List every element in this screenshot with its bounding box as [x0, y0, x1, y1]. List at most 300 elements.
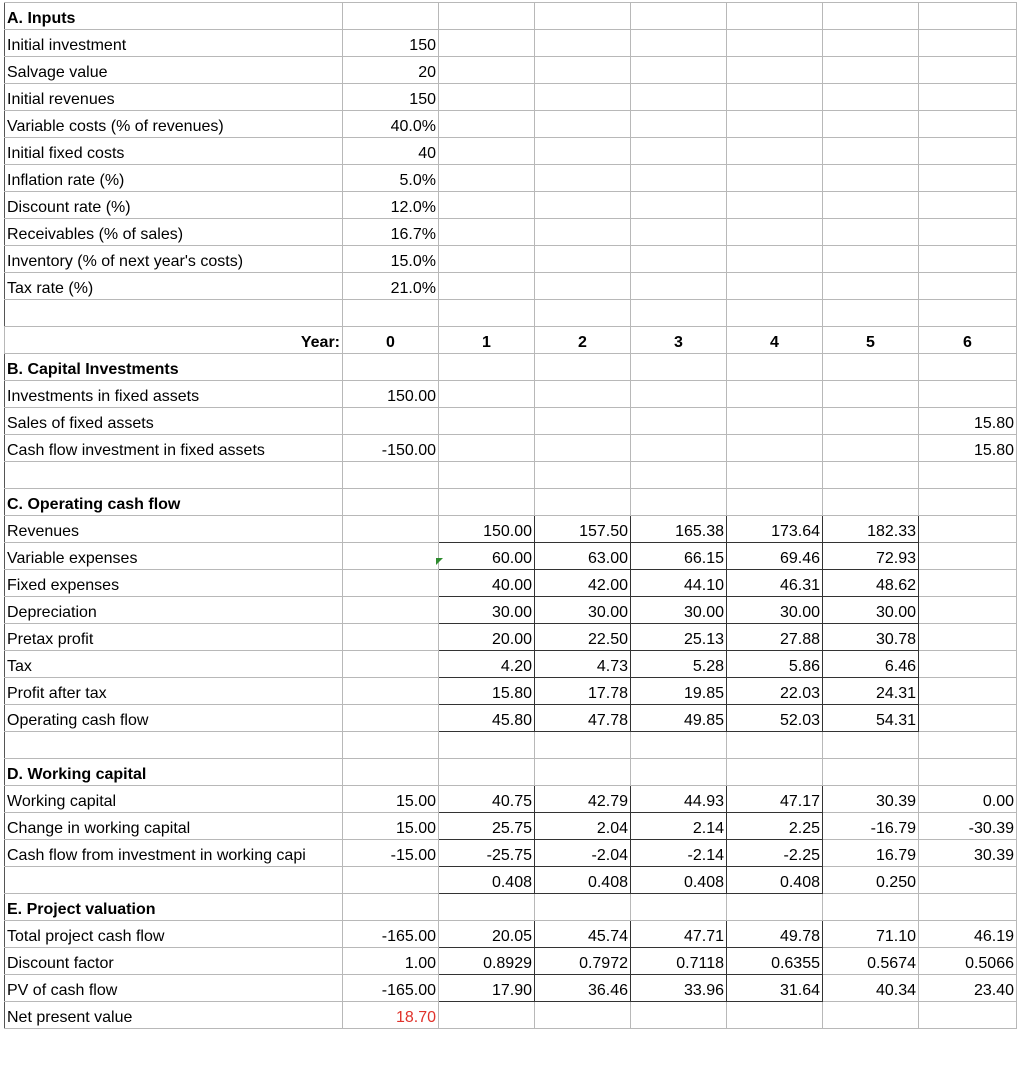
- value-cell[interactable]: [343, 624, 439, 651]
- cell[interactable]: [919, 165, 1017, 192]
- value-cell[interactable]: 40.34: [823, 975, 919, 1002]
- value-cell[interactable]: 47.71: [631, 921, 727, 948]
- value-cell[interactable]: [343, 543, 439, 570]
- input-value[interactable]: 12.0%: [343, 192, 439, 219]
- cell[interactable]: [343, 300, 439, 327]
- value-cell[interactable]: 30.00: [439, 597, 535, 624]
- section-title[interactable]: E. Project valuation: [5, 894, 343, 921]
- row-label[interactable]: Investments in fixed assets: [5, 381, 343, 408]
- value-cell[interactable]: 30.39: [823, 786, 919, 813]
- cell[interactable]: [5, 462, 343, 489]
- cell[interactable]: [535, 165, 631, 192]
- cell[interactable]: [631, 246, 727, 273]
- value-cell[interactable]: 27.88: [727, 624, 823, 651]
- value-cell[interactable]: 17.90: [439, 975, 535, 1002]
- value-cell[interactable]: 45.74: [535, 921, 631, 948]
- value-cell[interactable]: 0.6355: [727, 948, 823, 975]
- value-cell[interactable]: 42.00: [535, 570, 631, 597]
- value-cell[interactable]: -2.04: [535, 840, 631, 867]
- value-cell[interactable]: [919, 624, 1017, 651]
- value-cell[interactable]: 63.00: [535, 543, 631, 570]
- value-cell[interactable]: 66.15: [631, 543, 727, 570]
- cell[interactable]: [727, 300, 823, 327]
- value-cell[interactable]: [919, 543, 1017, 570]
- value-cell[interactable]: [919, 678, 1017, 705]
- cell[interactable]: [343, 894, 439, 921]
- row-label[interactable]: Change in working capital: [5, 813, 343, 840]
- input-label[interactable]: Salvage value: [5, 57, 343, 84]
- cell[interactable]: [439, 462, 535, 489]
- value-cell[interactable]: 60.00: [439, 543, 535, 570]
- row-label[interactable]: Pretax profit: [5, 624, 343, 651]
- value-cell[interactable]: 2.14: [631, 813, 727, 840]
- cell[interactable]: [343, 354, 439, 381]
- input-value[interactable]: 16.7%: [343, 219, 439, 246]
- value-cell[interactable]: [727, 435, 823, 462]
- input-label[interactable]: Inventory (% of next year's costs): [5, 246, 343, 273]
- cell[interactable]: [823, 354, 919, 381]
- cell[interactable]: [727, 246, 823, 273]
- input-label[interactable]: Variable costs (% of revenues): [5, 111, 343, 138]
- value-cell[interactable]: [823, 1002, 919, 1029]
- cell[interactable]: [5, 300, 343, 327]
- value-cell[interactable]: 0.408: [727, 867, 823, 894]
- row-label[interactable]: Variable expenses: [5, 543, 343, 570]
- input-value[interactable]: 40.0%: [343, 111, 439, 138]
- value-cell[interactable]: 165.38: [631, 516, 727, 543]
- value-cell[interactable]: 49.85: [631, 705, 727, 732]
- cell[interactable]: [439, 489, 535, 516]
- row-label[interactable]: Revenues: [5, 516, 343, 543]
- cell[interactable]: [439, 111, 535, 138]
- value-cell[interactable]: [919, 1002, 1017, 1029]
- cell[interactable]: [727, 30, 823, 57]
- value-cell[interactable]: 49.78: [727, 921, 823, 948]
- cell[interactable]: [439, 246, 535, 273]
- row-label[interactable]: Working capital: [5, 786, 343, 813]
- section-title[interactable]: D. Working capital: [5, 759, 343, 786]
- value-cell[interactable]: [343, 867, 439, 894]
- value-cell[interactable]: 72.93: [823, 543, 919, 570]
- value-cell[interactable]: 31.64: [727, 975, 823, 1002]
- section-title[interactable]: B. Capital Investments: [5, 354, 343, 381]
- input-value[interactable]: 5.0%: [343, 165, 439, 192]
- value-cell[interactable]: 4.20: [439, 651, 535, 678]
- cell[interactable]: [535, 192, 631, 219]
- cell[interactable]: [919, 759, 1017, 786]
- cell[interactable]: [919, 894, 1017, 921]
- cell[interactable]: [727, 3, 823, 30]
- value-cell[interactable]: 5.86: [727, 651, 823, 678]
- cell[interactable]: [535, 894, 631, 921]
- cell[interactable]: [919, 732, 1017, 759]
- value-cell[interactable]: [727, 408, 823, 435]
- value-cell[interactable]: 6.46: [823, 651, 919, 678]
- value-cell[interactable]: -150.00: [343, 435, 439, 462]
- value-cell[interactable]: 30.00: [535, 597, 631, 624]
- value-cell[interactable]: 52.03: [727, 705, 823, 732]
- value-cell[interactable]: [535, 435, 631, 462]
- cell[interactable]: [727, 759, 823, 786]
- cell[interactable]: [631, 57, 727, 84]
- value-cell[interactable]: 40.00: [439, 570, 535, 597]
- cell[interactable]: [631, 759, 727, 786]
- cell[interactable]: [823, 273, 919, 300]
- value-cell[interactable]: 33.96: [631, 975, 727, 1002]
- input-label[interactable]: Initial investment: [5, 30, 343, 57]
- value-cell[interactable]: 42.79: [535, 786, 631, 813]
- cell[interactable]: [823, 489, 919, 516]
- input-label[interactable]: Receivables (% of sales): [5, 219, 343, 246]
- cell[interactable]: [823, 219, 919, 246]
- value-cell[interactable]: [439, 1002, 535, 1029]
- row-label[interactable]: Tax: [5, 651, 343, 678]
- cell[interactable]: [631, 489, 727, 516]
- cell[interactable]: [631, 3, 727, 30]
- input-label[interactable]: Initial revenues: [5, 84, 343, 111]
- value-cell[interactable]: 45.80: [439, 705, 535, 732]
- cell[interactable]: [727, 894, 823, 921]
- cell[interactable]: [919, 246, 1017, 273]
- value-cell[interactable]: [727, 1002, 823, 1029]
- cell[interactable]: [823, 732, 919, 759]
- value-cell[interactable]: 18.70: [343, 1002, 439, 1029]
- value-cell[interactable]: [439, 408, 535, 435]
- value-cell[interactable]: 30.39: [919, 840, 1017, 867]
- cell[interactable]: [439, 300, 535, 327]
- cell[interactable]: [439, 759, 535, 786]
- row-label[interactable]: [5, 867, 343, 894]
- cell[interactable]: [919, 192, 1017, 219]
- cell[interactable]: [343, 759, 439, 786]
- value-cell[interactable]: 22.03: [727, 678, 823, 705]
- cell[interactable]: [535, 246, 631, 273]
- cell[interactable]: [535, 3, 631, 30]
- row-label[interactable]: Total project cash flow: [5, 921, 343, 948]
- value-cell[interactable]: 47.78: [535, 705, 631, 732]
- year-6[interactable]: 6: [919, 327, 1017, 354]
- cell[interactable]: [823, 165, 919, 192]
- value-cell[interactable]: 0.408: [631, 867, 727, 894]
- value-cell[interactable]: [535, 408, 631, 435]
- cell[interactable]: [919, 30, 1017, 57]
- cell[interactable]: [823, 111, 919, 138]
- cell[interactable]: [823, 246, 919, 273]
- cell[interactable]: [919, 300, 1017, 327]
- cell[interactable]: [823, 759, 919, 786]
- cell[interactable]: [439, 57, 535, 84]
- value-cell[interactable]: [343, 570, 439, 597]
- value-cell[interactable]: 15.80: [439, 678, 535, 705]
- cell[interactable]: [823, 30, 919, 57]
- row-label[interactable]: Net present value: [5, 1002, 343, 1029]
- cell[interactable]: [439, 894, 535, 921]
- row-label[interactable]: Cash flow from investment in working capi: [5, 840, 343, 867]
- row-label[interactable]: Operating cash flow: [5, 705, 343, 732]
- cell[interactable]: [823, 84, 919, 111]
- cell[interactable]: [535, 732, 631, 759]
- value-cell[interactable]: [343, 705, 439, 732]
- value-cell[interactable]: [439, 381, 535, 408]
- value-cell[interactable]: [919, 597, 1017, 624]
- year-4[interactable]: 4: [727, 327, 823, 354]
- cell[interactable]: [343, 489, 439, 516]
- cell[interactable]: [631, 732, 727, 759]
- value-cell[interactable]: 150.00: [343, 381, 439, 408]
- input-label[interactable]: Discount rate (%): [5, 192, 343, 219]
- value-cell[interactable]: 17.78: [535, 678, 631, 705]
- value-cell[interactable]: 0.408: [535, 867, 631, 894]
- cell[interactable]: [727, 489, 823, 516]
- value-cell[interactable]: [535, 381, 631, 408]
- value-cell[interactable]: [631, 435, 727, 462]
- row-label[interactable]: Fixed expenses: [5, 570, 343, 597]
- cell[interactable]: [439, 3, 535, 30]
- value-cell[interactable]: 15.80: [919, 408, 1017, 435]
- input-value[interactable]: 20: [343, 57, 439, 84]
- value-cell[interactable]: 5.28: [631, 651, 727, 678]
- value-cell[interactable]: -25.75: [439, 840, 535, 867]
- input-value[interactable]: 15.0%: [343, 246, 439, 273]
- value-cell[interactable]: -165.00: [343, 921, 439, 948]
- value-cell[interactable]: 36.46: [535, 975, 631, 1002]
- value-cell[interactable]: 16.79: [823, 840, 919, 867]
- cell[interactable]: [919, 273, 1017, 300]
- value-cell[interactable]: 182.33: [823, 516, 919, 543]
- cell[interactable]: [727, 111, 823, 138]
- cell[interactable]: [727, 57, 823, 84]
- cell[interactable]: [5, 732, 343, 759]
- cell[interactable]: [439, 84, 535, 111]
- year-2[interactable]: 2: [535, 327, 631, 354]
- row-label[interactable]: Cash flow investment in fixed assets: [5, 435, 343, 462]
- value-cell[interactable]: 25.13: [631, 624, 727, 651]
- cell[interactable]: [535, 759, 631, 786]
- cell[interactable]: [535, 354, 631, 381]
- cell[interactable]: [535, 462, 631, 489]
- value-cell[interactable]: 0.8929: [439, 948, 535, 975]
- year-3[interactable]: 3: [631, 327, 727, 354]
- cell[interactable]: [535, 489, 631, 516]
- value-cell[interactable]: [343, 651, 439, 678]
- cell[interactable]: [919, 84, 1017, 111]
- value-cell[interactable]: [343, 678, 439, 705]
- value-cell[interactable]: 71.10: [823, 921, 919, 948]
- value-cell[interactable]: [631, 1002, 727, 1029]
- cell[interactable]: [919, 138, 1017, 165]
- cell[interactable]: [535, 219, 631, 246]
- value-cell[interactable]: [919, 570, 1017, 597]
- value-cell[interactable]: 44.10: [631, 570, 727, 597]
- value-cell[interactable]: 173.64: [727, 516, 823, 543]
- cell[interactable]: [727, 273, 823, 300]
- value-cell[interactable]: 0.5674: [823, 948, 919, 975]
- cell[interactable]: [631, 462, 727, 489]
- cell[interactable]: [535, 111, 631, 138]
- value-cell[interactable]: 44.93: [631, 786, 727, 813]
- value-cell[interactable]: 69.46: [727, 543, 823, 570]
- cell[interactable]: [535, 57, 631, 84]
- input-value[interactable]: 21.0%: [343, 273, 439, 300]
- year-label[interactable]: Year:: [5, 327, 343, 354]
- cell[interactable]: [631, 219, 727, 246]
- value-cell[interactable]: 19.85: [631, 678, 727, 705]
- value-cell[interactable]: -15.00: [343, 840, 439, 867]
- value-cell[interactable]: 46.19: [919, 921, 1017, 948]
- value-cell[interactable]: [727, 381, 823, 408]
- year-1[interactable]: 1: [439, 327, 535, 354]
- cell[interactable]: [343, 462, 439, 489]
- value-cell[interactable]: [343, 597, 439, 624]
- cell[interactable]: [823, 462, 919, 489]
- cell[interactable]: [631, 354, 727, 381]
- year-0[interactable]: 0: [343, 327, 439, 354]
- cell[interactable]: [439, 732, 535, 759]
- input-label[interactable]: Initial fixed costs: [5, 138, 343, 165]
- cell[interactable]: [535, 84, 631, 111]
- value-cell[interactable]: [439, 435, 535, 462]
- cell[interactable]: [727, 84, 823, 111]
- cell[interactable]: [823, 894, 919, 921]
- cell[interactable]: [823, 192, 919, 219]
- cell[interactable]: [727, 165, 823, 192]
- input-value[interactable]: 40: [343, 138, 439, 165]
- value-cell[interactable]: 23.40: [919, 975, 1017, 1002]
- value-cell[interactable]: 15.00: [343, 813, 439, 840]
- value-cell[interactable]: 157.50: [535, 516, 631, 543]
- cell[interactable]: [631, 165, 727, 192]
- cell[interactable]: [823, 3, 919, 30]
- cell[interactable]: [631, 192, 727, 219]
- cell[interactable]: [631, 111, 727, 138]
- value-cell[interactable]: [919, 705, 1017, 732]
- cell[interactable]: [919, 3, 1017, 30]
- value-cell[interactable]: [919, 651, 1017, 678]
- value-cell[interactable]: 30.00: [631, 597, 727, 624]
- row-label[interactable]: PV of cash flow: [5, 975, 343, 1002]
- value-cell[interactable]: -30.39: [919, 813, 1017, 840]
- value-cell[interactable]: 0.7972: [535, 948, 631, 975]
- cell[interactable]: [919, 354, 1017, 381]
- value-cell[interactable]: 20.05: [439, 921, 535, 948]
- cell[interactable]: [631, 300, 727, 327]
- cell[interactable]: [535, 138, 631, 165]
- value-cell[interactable]: [631, 381, 727, 408]
- value-cell[interactable]: 47.17: [727, 786, 823, 813]
- cell[interactable]: [727, 138, 823, 165]
- value-cell[interactable]: [823, 381, 919, 408]
- value-cell[interactable]: 15.80: [919, 435, 1017, 462]
- cell[interactable]: [919, 57, 1017, 84]
- cell[interactable]: [919, 489, 1017, 516]
- value-cell[interactable]: [343, 408, 439, 435]
- cell[interactable]: [823, 57, 919, 84]
- year-5[interactable]: 5: [823, 327, 919, 354]
- cell[interactable]: [631, 894, 727, 921]
- value-cell[interactable]: [631, 408, 727, 435]
- value-cell[interactable]: [919, 867, 1017, 894]
- value-cell[interactable]: 2.04: [535, 813, 631, 840]
- input-label[interactable]: Inflation rate (%): [5, 165, 343, 192]
- value-cell[interactable]: 30.00: [823, 597, 919, 624]
- value-cell[interactable]: 20.00: [439, 624, 535, 651]
- cell[interactable]: [439, 219, 535, 246]
- value-cell[interactable]: 0.5066: [919, 948, 1017, 975]
- value-cell[interactable]: [823, 408, 919, 435]
- row-label[interactable]: Sales of fixed assets: [5, 408, 343, 435]
- value-cell[interactable]: 46.31: [727, 570, 823, 597]
- cell[interactable]: [439, 165, 535, 192]
- value-cell[interactable]: 0.250: [823, 867, 919, 894]
- value-cell[interactable]: 24.31: [823, 678, 919, 705]
- row-label[interactable]: Profit after tax: [5, 678, 343, 705]
- cell[interactable]: [439, 354, 535, 381]
- cell[interactable]: [439, 30, 535, 57]
- value-cell[interactable]: -2.25: [727, 840, 823, 867]
- input-value[interactable]: 150: [343, 84, 439, 111]
- value-cell[interactable]: 0.7118: [631, 948, 727, 975]
- row-label[interactable]: Discount factor: [5, 948, 343, 975]
- value-cell[interactable]: [823, 435, 919, 462]
- value-cell[interactable]: 0.00: [919, 786, 1017, 813]
- cell[interactable]: [823, 300, 919, 327]
- value-cell[interactable]: 40.75: [439, 786, 535, 813]
- cell[interactable]: [727, 192, 823, 219]
- value-cell[interactable]: 30.00: [727, 597, 823, 624]
- cell[interactable]: [631, 138, 727, 165]
- cell[interactable]: [535, 273, 631, 300]
- value-cell[interactable]: 25.75: [439, 813, 535, 840]
- cell[interactable]: [631, 84, 727, 111]
- cell[interactable]: [631, 30, 727, 57]
- value-cell[interactable]: [535, 1002, 631, 1029]
- value-cell[interactable]: -16.79: [823, 813, 919, 840]
- cell[interactable]: [343, 732, 439, 759]
- value-cell[interactable]: 0.408: [439, 867, 535, 894]
- row-label[interactable]: Depreciation: [5, 597, 343, 624]
- cell[interactable]: [919, 111, 1017, 138]
- value-cell[interactable]: 2.25: [727, 813, 823, 840]
- cell[interactable]: [631, 273, 727, 300]
- section-title[interactable]: C. Operating cash flow: [5, 489, 343, 516]
- cell[interactable]: [919, 219, 1017, 246]
- value-cell[interactable]: 1.00: [343, 948, 439, 975]
- value-cell[interactable]: 4.73: [535, 651, 631, 678]
- cell[interactable]: [439, 138, 535, 165]
- cell[interactable]: [727, 732, 823, 759]
- cell[interactable]: [535, 30, 631, 57]
- cell[interactable]: [919, 462, 1017, 489]
- cell[interactable]: [823, 138, 919, 165]
- cell[interactable]: [727, 219, 823, 246]
- cell[interactable]: [727, 354, 823, 381]
- cell[interactable]: [343, 3, 439, 30]
- value-cell[interactable]: 54.31: [823, 705, 919, 732]
- value-cell[interactable]: 22.50: [535, 624, 631, 651]
- value-cell[interactable]: 150.00: [439, 516, 535, 543]
- value-cell[interactable]: -165.00: [343, 975, 439, 1002]
- cell[interactable]: [439, 192, 535, 219]
- input-label[interactable]: Tax rate (%): [5, 273, 343, 300]
- cell[interactable]: [535, 300, 631, 327]
- cell[interactable]: [727, 462, 823, 489]
- value-cell[interactable]: 15.00: [343, 786, 439, 813]
- value-cell[interactable]: 48.62: [823, 570, 919, 597]
- cell[interactable]: [439, 273, 535, 300]
- section-title[interactable]: A. Inputs: [5, 3, 343, 30]
- value-cell[interactable]: [919, 381, 1017, 408]
- value-cell[interactable]: 30.78: [823, 624, 919, 651]
